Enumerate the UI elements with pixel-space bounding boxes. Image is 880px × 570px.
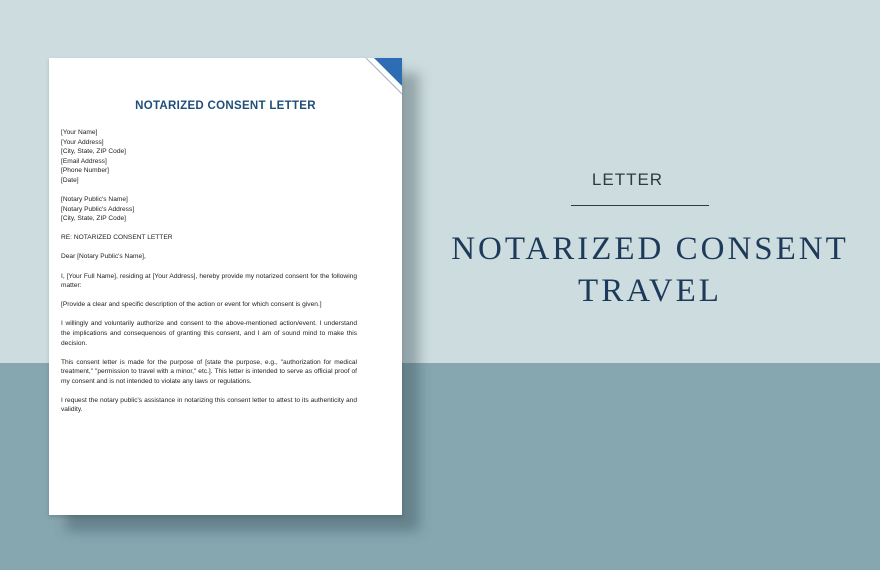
document-preview xyxy=(49,58,402,515)
salutation: Dear [Notary Public's Name], xyxy=(61,253,146,261)
paragraph: I willingly and voluntarily authorize and consent to the above-mentioned action/event. I understand the implications and consequences of granting this consent, and I am of sound mind to make this decision. xyxy=(61,320,357,347)
recipient-line: [City, State, ZIP Code] xyxy=(61,215,126,223)
sender-line: [Phone Number] xyxy=(61,167,110,175)
paragraph: I request the notary public's assistance in notarizing this consent letter to attest to its authenticity and validity. xyxy=(61,396,357,414)
re-line: RE: NOTARIZED CONSENT LETTER xyxy=(61,234,173,242)
paragraph: [Provide a clear and specific description of the action or event for which consent is given.] xyxy=(61,301,322,309)
sender-line: [Date] xyxy=(61,176,79,184)
recipient-line: [Notary Public's Address] xyxy=(61,205,135,213)
corner-ribbon-icon xyxy=(362,58,402,98)
sender-line: [Your Name] xyxy=(61,129,98,136)
recipient-line: [Notary Public's Name] xyxy=(61,196,128,204)
banner-title-line: NOTARIZED CONSENT xyxy=(451,231,849,267)
paragraph: This consent letter is made for the purpose of [state the purpose, e.g., "authorization for medical treatment," "permission to travel with a minor," etc.]. This letter is intended to serve as official proof of my consent and is not intended to violate any laws or regulations. xyxy=(61,358,357,385)
divider xyxy=(571,205,709,206)
banner-title-line: TRAVEL xyxy=(578,273,722,309)
sender-line: [Your Address] xyxy=(61,138,104,146)
category-label: LETTER xyxy=(591,170,664,189)
paragraph: I, [Your Full Name], residing at [Your Address], hereby provide my notarized consent for the following matter: xyxy=(61,272,357,290)
document-title: NOTARIZED CONSENT LETTER xyxy=(135,100,316,112)
banner-title xyxy=(440,228,860,312)
sender-line: [Email Address] xyxy=(61,157,107,165)
document-body xyxy=(61,128,357,415)
sender-line: [City, State, ZIP Code] xyxy=(61,148,126,156)
